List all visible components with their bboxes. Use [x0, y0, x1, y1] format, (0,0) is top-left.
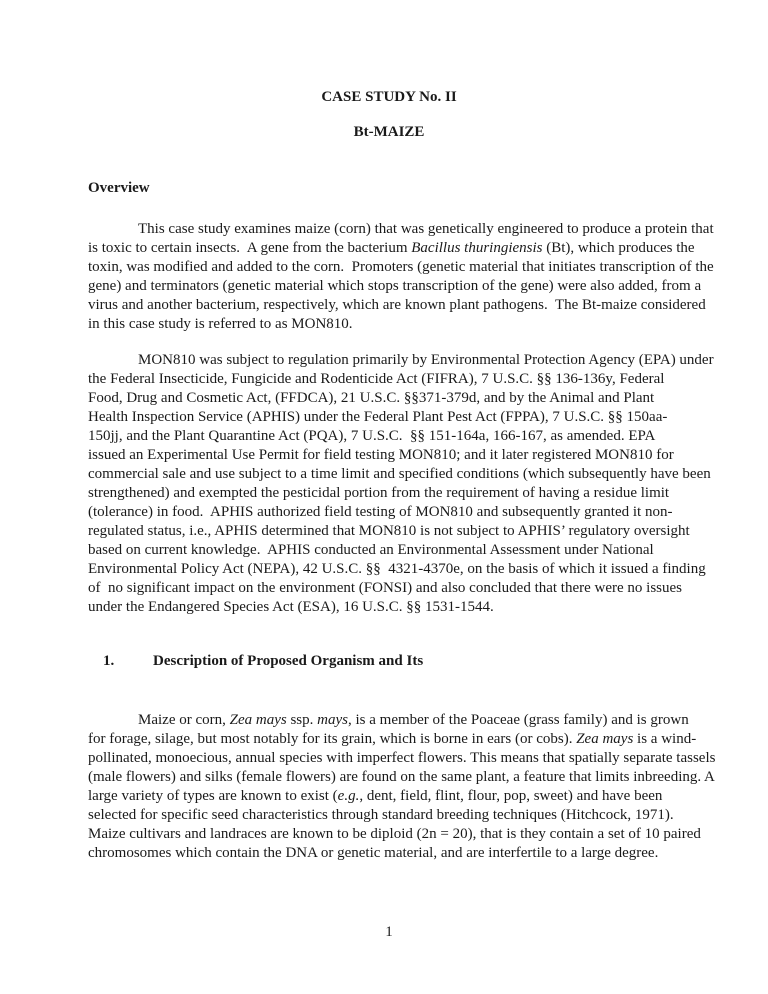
text-segment: pollinated, monoecious, annual species with imperfect flowers. This means that spatially separate tassels — [88, 750, 716, 766]
text-line — [88, 258, 714, 277]
text-segment: (male flowers) and silks (female flowers) are found on the same plant, a feature that limits inbreeding. A — [88, 769, 715, 785]
text-segment: large variety of types are known to exist ( — [88, 788, 338, 804]
text-segment: based on current knowledge. APHIS conducted an Environmental Assessment under National — [88, 542, 654, 558]
text-segment: virus and another bacterium, respectively, which are known plant pathogens. The Bt-maize considered — [88, 297, 706, 313]
page-number: 1 — [385, 924, 393, 940]
paragraph-overview-2 — [88, 351, 714, 617]
text-line — [88, 389, 690, 408]
text-line — [88, 408, 690, 427]
paragraph-overview-1 — [88, 220, 714, 334]
text-segment: strengthened) and exempted the pesticidal portion from the requirement of having a residue limit — [88, 485, 670, 501]
text-segment: 150jj, and the Plant Quarantine Act (PQA), 7 U.S.C. §§ 151-164a, 166-167, as amended. EPA — [88, 428, 656, 444]
text-line — [88, 579, 690, 598]
text-segment: in this case study is referred to as MON810. — [88, 316, 353, 332]
text-segment: is toxic to certain insects. A gene from the bacterium — [88, 240, 412, 256]
overview-heading: Overview — [88, 180, 150, 196]
text-line — [88, 465, 711, 484]
text-segment: Health Inspection Service (APHIS) under the Federal Plant Pest Act (FPPA), 7 U.S.C. §§ 150aa- — [88, 409, 668, 425]
text-line — [88, 711, 690, 730]
text-segment: of no significant impact on the environment (FONSI) and also concluded that there were no issues — [88, 580, 683, 596]
text-segment: This case study examines maize (corn) that was genetically engineered to produce a protein that — [138, 221, 714, 237]
text-segment: issued an Experimental Use Permit for field testing MON810; and it later registered MON810 for — [88, 447, 674, 463]
text-segment: ssp. — [286, 712, 318, 728]
text-line — [88, 296, 706, 315]
text-line — [88, 239, 695, 258]
section-1-heading — [88, 633, 690, 690]
text-segment: commercial sale and use subject to a time limit and specified conditions (which subsequently have been — [88, 466, 711, 482]
text-line — [88, 541, 690, 560]
text-segment: for forage, silage, but most notably for its grain, which is borne in ears (or cobs). — [88, 731, 577, 747]
document-subtitle: Bt-MAIZE — [353, 124, 425, 140]
text-segment: Maize cultivars and landraces are known to be diploid (2n = 20), that is they contain a set of 10 paired — [88, 826, 701, 842]
text-segment: , is a member of the Poaceae (grass family) and is grown — [347, 712, 689, 728]
italic-text: e.g. — [337, 788, 360, 804]
text-segment: , dent, field, flint, flour, pop, sweet) and have been — [359, 788, 663, 804]
text-line — [88, 351, 714, 370]
text-segment: (tolerance) in food. APHIS authorized field testing of MON810 and subsequently granted it non- — [88, 504, 673, 520]
italic-text: Zea mays — [229, 712, 287, 728]
document-title: CASE STUDY No. II — [321, 89, 457, 105]
text-line — [88, 825, 701, 844]
text-line — [88, 598, 690, 617]
text-line — [88, 768, 715, 787]
section-1-number: 1. — [103, 653, 115, 669]
text-line — [88, 522, 690, 541]
text-line — [88, 277, 702, 296]
text-line — [88, 427, 690, 446]
text-segment: chromosomes which contain the DNA or genetic material, and are interfertile to a large degree. — [88, 845, 659, 861]
text-segment: selected for specific seed characteristics through standard breeding techniques (Hitchcock, 1971). — [88, 807, 674, 823]
text-segment: MON810 was subject to regulation primarily by Environmental Protection Agency (EPA) under — [138, 352, 714, 368]
paragraph-section-1 — [88, 711, 716, 863]
text-line — [88, 220, 714, 239]
text-line — [88, 806, 690, 825]
text-line — [88, 749, 716, 768]
italic-text: mays — [317, 712, 348, 728]
text-segment: Environmental Policy Act (NEPA), 42 U.S.C. §§ 4321-4370e, on the basis of which it issued a finding — [88, 561, 706, 577]
text-line — [88, 370, 690, 389]
italic-text: Zea mays — [576, 731, 634, 747]
text-segment: toxin, was modified and added to the corn. Promoters (genetic material that initiates transcription of the — [88, 259, 714, 275]
text-segment: the Federal Insecticide, Fungicide and Rodenticide Act (FIFRA), 7 U.S.C. §§ 136-136y, Federal — [88, 371, 665, 387]
text-line — [88, 560, 706, 579]
text-segment: gene) and terminators (genetic material which stops transcription of the gene) were also added, from a — [88, 278, 702, 294]
text-line — [88, 730, 697, 749]
text-segment: (Bt), which produces the — [542, 240, 695, 256]
text-segment: under the Endangered Species Act (ESA), 16 U.S.C. §§ 1531-1544. — [88, 599, 494, 615]
text-segment: Maize or corn, — [138, 712, 230, 728]
text-line — [88, 503, 690, 522]
text-segment: Food, Drug and Cosmetic Act, (FFDCA), 21 U.S.C. §§371-379d, and by the Animal and Plant — [88, 390, 655, 406]
text-line — [88, 844, 690, 863]
section-1-title: Description of Proposed Organism and Its — [153, 653, 424, 669]
italic-text: Bacillus thuringiensis — [411, 240, 543, 256]
text-segment: is a wind- — [633, 731, 697, 747]
text-segment: regulated status, i.e., APHIS determined that MON810 is not subject to APHIS’ regulatory oversight — [88, 523, 690, 539]
text-line — [88, 315, 690, 334]
text-line — [88, 787, 690, 806]
text-line — [88, 484, 690, 503]
text-line — [88, 446, 690, 465]
